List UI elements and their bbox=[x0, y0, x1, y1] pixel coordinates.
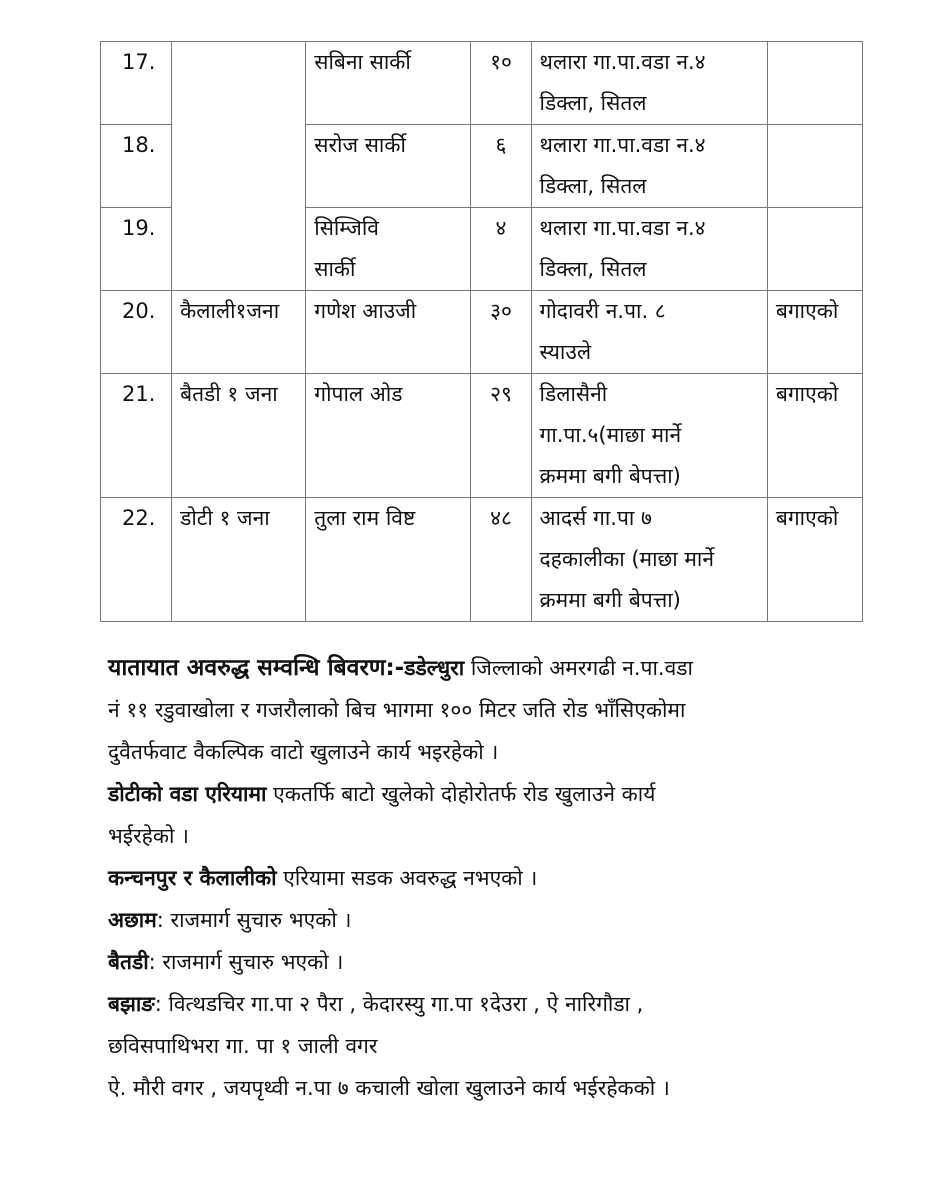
name-cell: सबिना सार्की bbox=[306, 42, 471, 125]
report-line: ऐ. मौरी वगर , जयपृथ्वी न.पा ७ कचाली खोला खुलाउने कार्य भईरहेकको । bbox=[108, 1076, 670, 1100]
dadeldhura-label: डडेल्धुरा bbox=[404, 656, 465, 680]
report-text: : राजमार्ग सुचारु भएको । bbox=[148, 950, 344, 974]
report-text: एरियामा सडक अवरुद्ध नभएको । bbox=[276, 866, 538, 890]
traffic-report bbox=[108, 647, 878, 1109]
achham-label: अछाम bbox=[108, 908, 157, 932]
address-cell: आदर्स गा.पा ७ दहकालीका (माछा मार्ने क्रममा बगी बेपत्ता) bbox=[531, 498, 767, 622]
victims-table bbox=[100, 41, 863, 622]
remark-cell bbox=[767, 208, 862, 291]
report-line bbox=[108, 899, 878, 941]
report-line bbox=[108, 941, 878, 983]
name-cell: सरोज सार्की bbox=[306, 125, 471, 208]
report-line: भईरहेको । bbox=[108, 824, 190, 848]
address-cell: थलारा गा.पा.वडा न.४ डिक्ला, सितल bbox=[531, 125, 767, 208]
age-cell: ६ bbox=[471, 125, 531, 208]
district-cell: डोटी १ जना bbox=[172, 498, 306, 622]
age-cell: ४ bbox=[471, 208, 531, 291]
baitadi-label: बैतडी bbox=[108, 950, 149, 974]
report-line bbox=[108, 983, 878, 1025]
row-number: 20. bbox=[101, 291, 172, 374]
report-text: जिल्लाको अमरगढी न.पा.वडा bbox=[464, 656, 693, 680]
report-text: : राजमार्ग सुचारु भएको । bbox=[156, 908, 352, 932]
address-cell: डिलासैनी गा.पा.५(माछा मार्ने क्रममा बगी बेपत्ता) bbox=[531, 374, 767, 498]
address-cell: थलारा गा.पा.वडा न.४ डिक्ला, सितल bbox=[531, 208, 767, 291]
remark-cell bbox=[767, 42, 862, 125]
bajhang-label: बझाङ bbox=[108, 992, 155, 1016]
address-cell: थलारा गा.पा.वडा न.४ डिक्ला, सितल bbox=[531, 42, 767, 125]
report-line: दुवैतर्फवाट वैकल्पिक वाटो खुलाउने कार्य भइरहेको । bbox=[108, 740, 499, 764]
age-cell: ३० bbox=[471, 291, 531, 374]
age-cell: १० bbox=[471, 42, 531, 125]
doti-label: डोटीको वडा एरियामा bbox=[108, 782, 267, 806]
row-number: 19. bbox=[101, 208, 172, 291]
table-row bbox=[101, 498, 863, 622]
remark-cell bbox=[767, 125, 862, 208]
report-text: एकतर्फि बाटो खुलेको दोहोरोतर्फ रोड खुलाउने कार्य bbox=[266, 782, 656, 806]
district-cell bbox=[172, 42, 306, 291]
remark-cell: बगाएको bbox=[767, 374, 862, 498]
row-number: 22. bbox=[101, 498, 172, 622]
name-cell: सिम्जिवि सार्की bbox=[306, 208, 471, 291]
row-number: 21. bbox=[101, 374, 172, 498]
report-line bbox=[108, 773, 878, 815]
name-cell: तुला राम विष्ट bbox=[306, 498, 471, 622]
row-number: 18. bbox=[101, 125, 172, 208]
district-cell: बैतडी १ जना bbox=[172, 374, 306, 498]
remark-cell: बगाएको bbox=[767, 291, 862, 374]
kanchanpur-label: कन्चनपुर र कैलालीको bbox=[108, 866, 277, 890]
report-line bbox=[108, 857, 878, 899]
address-cell: गोदावरी न.पा. ८ स्याउले bbox=[531, 291, 767, 374]
district-cell: कैलाली१जना bbox=[172, 291, 306, 374]
age-cell: ४८ bbox=[471, 498, 531, 622]
report-line: छविसपाथिभरा गा. पा १ जाली वगर bbox=[108, 1034, 378, 1058]
row-number: 17. bbox=[101, 42, 172, 125]
name-cell: गणेश आउजी bbox=[306, 291, 471, 374]
name-cell: गोपाल ओड bbox=[306, 374, 471, 498]
table-row bbox=[101, 42, 863, 125]
table-row bbox=[101, 291, 863, 374]
report-line bbox=[108, 647, 878, 689]
report-line: नं ११ रडुवाखोला र गजरौलाको बिच भागमा १०० मिटर जति रोड भाँसिएकोमा bbox=[108, 698, 686, 722]
report-text: : वित्थडचिर गा.पा २ पैरा , केदारस्यु गा.पा १देउरा , ऐ नारिगौडा , bbox=[154, 992, 644, 1016]
report-heading: यातायात अवरुद्ध सम्वन्धि बिवरण:- bbox=[108, 655, 405, 681]
age-cell: २९ bbox=[471, 374, 531, 498]
remark-cell: बगाएको bbox=[767, 498, 862, 622]
table-row bbox=[101, 374, 863, 498]
